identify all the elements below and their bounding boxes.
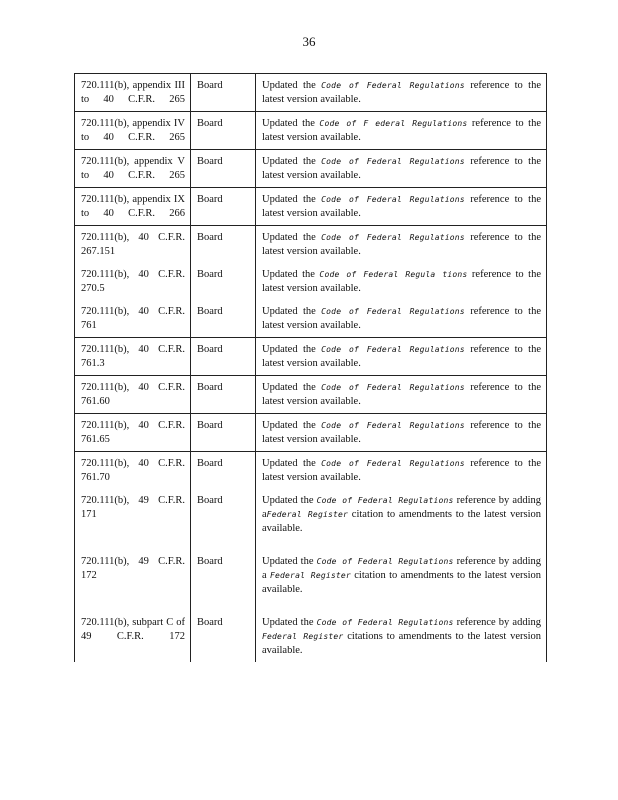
agency-cell: Board: [191, 263, 256, 300]
table-row: [75, 263, 547, 300]
description-cell: [256, 489, 547, 550]
description-cell: [256, 338, 547, 376]
agency-cell: Board: [191, 489, 256, 550]
description-cell: [256, 300, 547, 338]
agency-cell: Board: [191, 376, 256, 414]
description-text: reference to the latest version available.: [262, 232, 541, 257]
description-cell: [256, 112, 547, 150]
description-text: Updated the: [262, 118, 320, 129]
description-text: reference to the latest version available.: [262, 306, 541, 331]
description-text: Updated the: [262, 382, 322, 393]
description-cell: [256, 611, 547, 662]
amendments-table: [74, 73, 547, 662]
section-reference-cell: 720.111(b), 40 C.F.R. 761.70: [75, 452, 191, 490]
agency-cell: Board: [191, 452, 256, 490]
table-row: [75, 150, 547, 188]
description-text: reference to the latest version available.: [262, 382, 541, 407]
italic-citation: Code of Federal Regula tions: [319, 270, 468, 279]
section-reference-cell: 720.111(b), appendix III to 40 C.F.R. 265: [75, 74, 191, 112]
table-row: [75, 452, 547, 490]
italic-citation: Code of F ederal Regulations: [319, 119, 468, 128]
description-text: Updated the: [262, 306, 322, 317]
table-row: [75, 338, 547, 376]
section-reference-cell: 720.111(b), 49 C.F.R. 171: [75, 489, 191, 550]
description-cell: [256, 376, 547, 414]
description-text: reference to the latest version available.: [262, 80, 541, 105]
description-cell: [256, 188, 547, 226]
agency-cell: Board: [191, 338, 256, 376]
agency-cell: Board: [191, 226, 256, 264]
description-text: Updated the: [262, 80, 322, 91]
italic-citation: Code of Federal Regulations: [316, 557, 454, 566]
section-reference-cell: 720.111(b), 40 C.F.R. 761.3: [75, 338, 191, 376]
description-cell: [256, 452, 547, 490]
section-reference-cell: 720.111(b), 40 C.F.R. 761.60: [75, 376, 191, 414]
italic-citation: Federal Register: [266, 510, 349, 519]
description-text: reference to the latest version available.: [262, 194, 541, 219]
description-cell: [256, 414, 547, 452]
description-text: Updated the: [262, 556, 317, 567]
description-text: Updated the: [262, 156, 322, 167]
description-text: Updated the: [262, 617, 317, 628]
description-text: Updated the: [262, 495, 317, 506]
section-reference-cell: 720.111(b), 49 C.F.R. 172: [75, 550, 191, 611]
description-text: reference to the latest version available.: [262, 420, 541, 445]
description-text: reference by adding a: [262, 495, 541, 520]
page-number: 36: [302, 34, 316, 49]
italic-citation: Code of Federal Regulations: [321, 345, 465, 354]
table-row: [75, 300, 547, 338]
description-cell: [256, 150, 547, 188]
italic-citation: Code of Federal Regulations: [321, 233, 465, 242]
description-text: Updated the: [262, 458, 322, 469]
description-text: citation to amendments to the latest version available.: [262, 509, 541, 534]
italic-citation: Code of Federal Regulations: [321, 157, 465, 166]
description-text: citations to amendments to the latest version available.: [262, 631, 541, 656]
section-reference-cell: 720.111(b), 40 C.F.R. 267.151: [75, 226, 191, 264]
table-row: [75, 611, 547, 662]
table-row: [75, 489, 547, 550]
table-row: [75, 414, 547, 452]
table-row: [75, 550, 547, 611]
description-text: reference to the latest version available.: [262, 156, 541, 181]
table-row: [75, 112, 547, 150]
table-row: [75, 74, 547, 112]
amendments-table-body: [75, 74, 547, 663]
italic-citation: Code of Federal Regulations: [321, 195, 465, 204]
description-cell: [256, 550, 547, 611]
description-text: Updated the: [262, 232, 322, 243]
description-text: reference by adding: [453, 617, 541, 628]
agency-cell: Board: [191, 74, 256, 112]
italic-citation: Code of Federal Regulations: [321, 459, 465, 468]
agency-cell: Board: [191, 550, 256, 611]
italic-citation: Code of Federal Regulations: [316, 618, 454, 627]
agency-cell: Board: [191, 112, 256, 150]
description-text: Updated the: [262, 269, 320, 280]
description-text: Updated the: [262, 344, 322, 355]
italic-citation: Code of Federal Regulations: [316, 496, 454, 505]
section-reference-cell: 720.111(b), appendix IX to 40 C.F.R. 266: [75, 188, 191, 226]
description-text: Updated the: [262, 194, 322, 205]
description-text: reference to the latest version available.: [262, 269, 541, 294]
description-text: reference to the latest version available.: [262, 118, 541, 143]
italic-citation: Code of Federal Regulations: [321, 421, 465, 430]
agency-cell: Board: [191, 300, 256, 338]
description-cell: [256, 263, 547, 300]
table-row: [75, 376, 547, 414]
italic-citation: Code of Federal Regulations: [321, 81, 465, 90]
section-reference-cell: 720.111(b), 40 C.F.R. 270.5: [75, 263, 191, 300]
section-reference-cell: 720.111(b), 40 C.F.R. 761: [75, 300, 191, 338]
section-reference-cell: 720.111(b), appendix V to 40 C.F.R. 265: [75, 150, 191, 188]
description-cell: [256, 226, 547, 264]
table-row: [75, 226, 547, 264]
agency-cell: Board: [191, 188, 256, 226]
italic-citation: Code of Federal Regulations: [321, 383, 465, 392]
section-reference-cell: 720.111(b), appendix IV to 40 C.F.R. 265: [75, 112, 191, 150]
section-reference-cell: 720.111(b), 40 C.F.R. 761.65: [75, 414, 191, 452]
italic-citation: Federal Register: [262, 632, 344, 641]
description-text: citation to amendments to the latest version available.: [262, 570, 541, 595]
agency-cell: Board: [191, 150, 256, 188]
italic-citation: Federal Register: [269, 571, 351, 580]
description-text: reference by adding a: [262, 556, 541, 581]
agency-cell: Board: [191, 414, 256, 452]
description-text: reference to the latest version available.: [262, 458, 541, 483]
section-reference-cell: 720.111(b), subpart C of 49 C.F.R. 172: [75, 611, 191, 662]
description-text: reference to the latest version available.: [262, 344, 541, 369]
table-row: [75, 188, 547, 226]
agency-cell: Board: [191, 611, 256, 662]
description-cell: [256, 74, 547, 112]
italic-citation: Code of Federal Regulations: [321, 307, 465, 316]
description-text: Updated the: [262, 420, 322, 431]
